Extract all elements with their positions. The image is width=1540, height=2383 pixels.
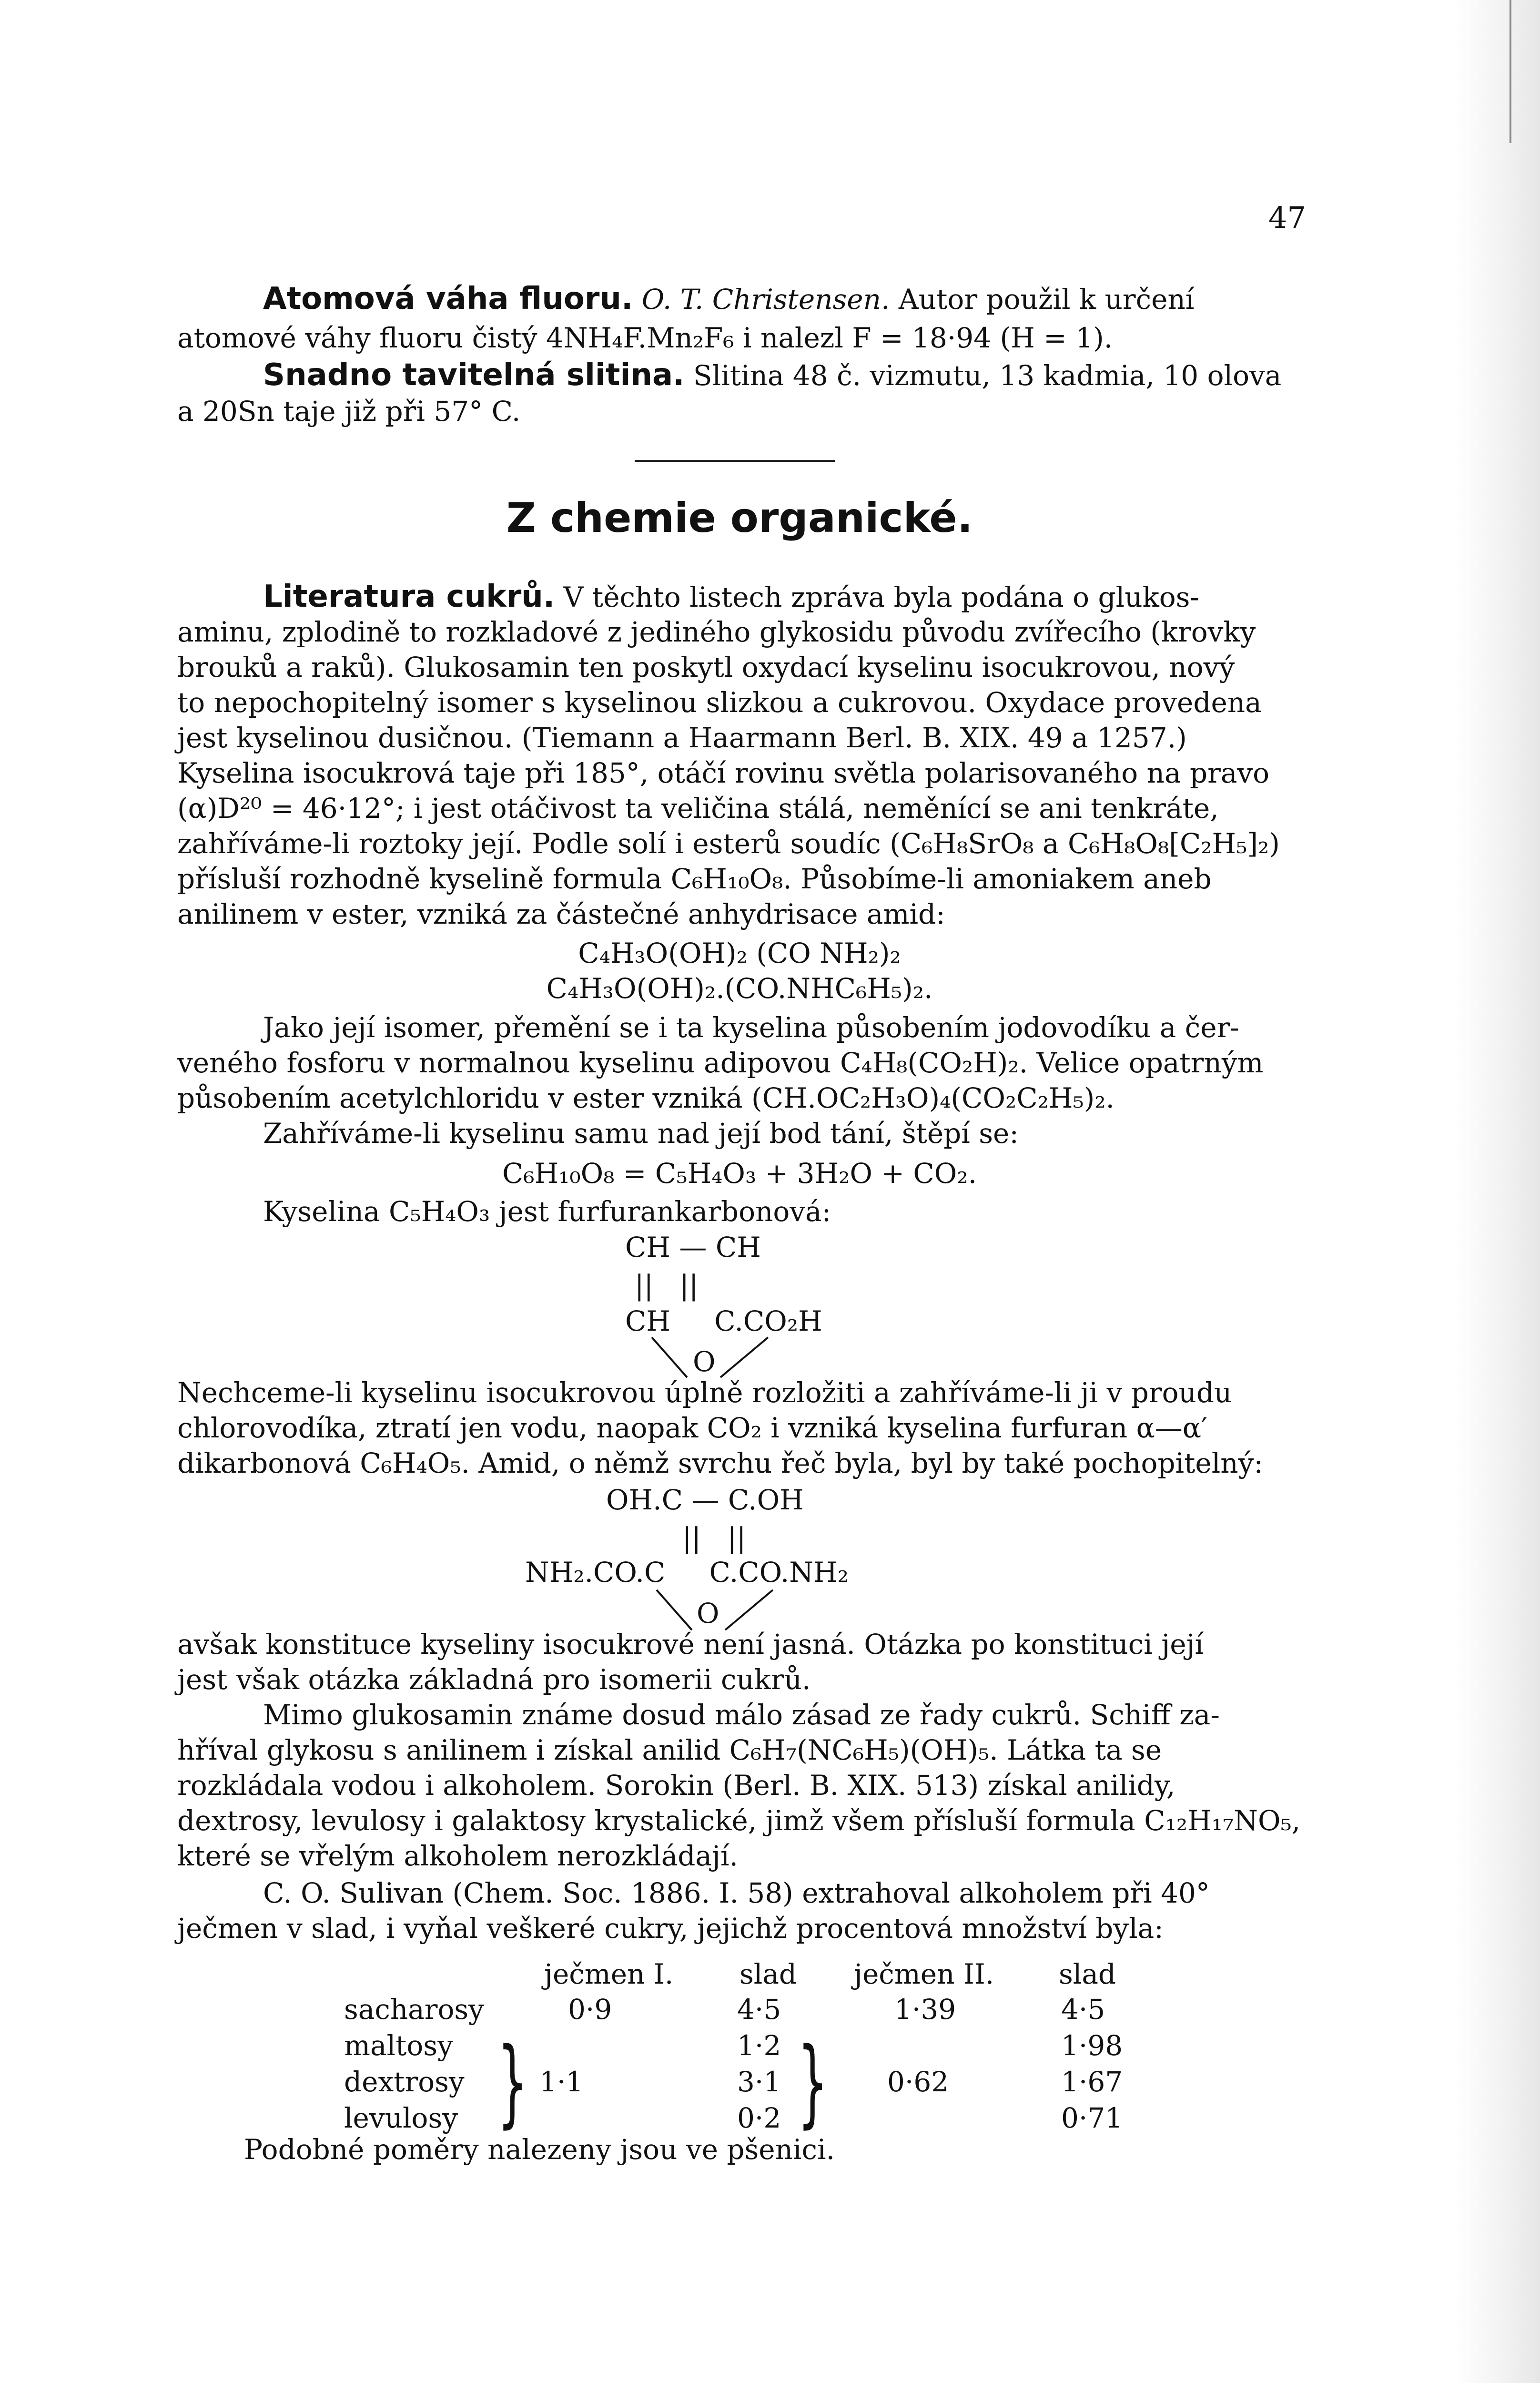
ring1-top: CH — CH [625, 1231, 761, 1263]
text4-line-8: ječmen v slad, i vyňal veškeré cukry, jejichž procentová množství byla: [177, 1912, 1164, 1945]
table-cell: 3·1 [737, 2066, 781, 2098]
furfuran-line: Kyselina C₅H₄O₃ jest furfurankarbonová: [263, 1195, 831, 1228]
table-header-jecmen1: ječmen I. [544, 1958, 674, 1990]
closing-line: Podobné poměry nalezeny jsou ve pšenici. [244, 2133, 835, 2166]
text4-line-5: dextrosy, levulosy i galaktosy krystalické, jimž všem přísluší formula C₁₂H₁₇NO₅, [177, 1804, 1301, 1837]
table-cell: 0·9 [568, 1993, 612, 2026]
slitina-line-a: Slitina 48 č. vizmutu, 13 kadmia, 10 olova [693, 359, 1282, 392]
literatura-text-0: V těchto listech zpráva byla podána o glukos- [563, 581, 1199, 613]
table-header-slad2: slad [1059, 1958, 1116, 1990]
text4-line-3: hříval glykosu s anilinem i získal anilid C₆H₇(NC₆H₅)(OH)₅. Látka ta se [177, 1734, 1162, 1766]
literatura-line-1: aminu, zplodině to rozkladové z jediného glykosidu původu zvířecího (krovky [177, 616, 1256, 648]
table-cell: 1·98 [1061, 2029, 1123, 2062]
page-number: 47 [1268, 200, 1306, 235]
table-row-name: maltosy [344, 2029, 453, 2062]
heading-literatura: Literatura cukrů. [263, 579, 555, 614]
literatura-line-0 [177, 579, 1302, 615]
fluor-line-a: Autor použil k určení [898, 283, 1195, 316]
amid-formula-2: C₄H₃O(OH)₂.(CO.NHC₆H₅)₂. [546, 972, 933, 1005]
table-cell: 0·71 [1061, 2102, 1123, 2134]
table-cell: 4·5 [1061, 1993, 1105, 2026]
text4-line-1: jest však otázka základná pro isomerii cukrů. [177, 1663, 811, 1696]
text4-line-7: C. O. Sulivan (Chem. Soc. 1886. I. 58) extrahoval alkoholem při 40° [263, 1877, 1210, 1909]
table-cell: 1·67 [1061, 2066, 1123, 2098]
brace-right: } [797, 2027, 828, 2138]
ring2-top: OH.C — C.OH [606, 1484, 804, 1516]
table-row-name: levulosy [344, 2102, 458, 2134]
table-row-name: sacharosy [344, 1993, 484, 2026]
fluor-line-b: atomové váhy fluoru čistý 4NH₄F.Mn₂F₆ i nalezl F = 18·94 (H = 1). [177, 322, 1113, 354]
divider [635, 460, 835, 462]
text4-line-6: které se vřelým alkoholem nerozkládají. [177, 1840, 738, 1872]
ring2-oxygen: O [697, 1597, 719, 1629]
decomposition-equation: C₆H₁₀O₈ = C₅H₄O₃ + 3H₂O + CO₂. [502, 1157, 977, 1190]
literatura-line-5: Kyselina isocukrová taje při 185°, otáčí rovinu světla polarisovaného na pravo [177, 757, 1270, 789]
literatura-line-8: přísluší rozhodně kyselině formula C₆H₁₀O₈. Působíme-li amoniakem aneb [177, 863, 1212, 895]
scan-edge [1454, 0, 1540, 2383]
text3-line-2: dikarbonová C₆H₄O₅. Amid, o němž svrchu řeč byla, byl by také pochopitelný: [177, 1447, 1263, 1479]
text3-line-0: Nechceme-li kyselinu isocukrovou úplně rozložiti a zahříváme-li ji v proudu [177, 1376, 1232, 1409]
ring2-bonds: || || [682, 1522, 746, 1554]
table-cell: 4·5 [737, 1993, 781, 2026]
text4-line-2: Mimo glukosamin známe dosud málo zásad ze řady cukrů. Schiff za- [263, 1699, 1220, 1731]
table-cell: 0·2 [737, 2102, 781, 2134]
table-header-jecmen2: ječmen II. [854, 1958, 994, 1990]
table-row-name: dextrosy [344, 2066, 465, 2098]
table-cell: 0·62 [887, 2066, 949, 2098]
scan-artifact [1510, 0, 1511, 143]
section-title: Z chemie organické. [506, 494, 973, 542]
heading-slitina: Snadno tavitelná slitina. [263, 357, 685, 393]
ring1-mid: CH C.CO₂H [625, 1305, 822, 1337]
text4-line-0: avšak konstituce kyseliny isocukrové není jasná. Otázka po konstituci její [177, 1628, 1204, 1660]
literatura-line-3: to nepochopitelný isomer s kyselinou slizkou a cukrovou. Oxydace provedena [177, 686, 1262, 719]
paragraph-slitina [177, 357, 1302, 393]
brace-left: } [497, 2027, 528, 2138]
heading-fluor: Atomová váha fluoru. [263, 281, 633, 316]
literatura-line-9: anilinem v ester, vzniká za částečné anhydrisace amid: [177, 898, 945, 930]
author-christensen: O. T. Christensen. [641, 283, 890, 316]
text2-line-1: veného fosforu v normalnou kyselinu adipovou C₄H₈(CO₂H)₂. Velice opatrným [177, 1047, 1264, 1079]
literatura-line-2: brouků a raků). Glukosamin ten poskytl oxydací kyselinu isocukrovou, nový [177, 651, 1235, 683]
table-header-slad1: slad [740, 1958, 797, 1990]
ring1-bonds: || || [635, 1269, 699, 1302]
table-cell: 1·1 [539, 2066, 584, 2098]
amid-formula-1: C₄H₃O(OH)₂ (CO NH₂)₂ [578, 937, 901, 969]
literatura-line-4: jest kyselinou dusičnou. (Tiemann a Haarmann Berl. B. XIX. 49 a 1257.) [177, 722, 1187, 754]
text2-line-3: Zahříváme-li kyselinu samu nad její bod tání, štěpí se: [263, 1117, 1019, 1150]
text2-line-0: Jako její isomer, přemění se i ta kyselina působením jodovodíku a čer- [263, 1011, 1239, 1044]
text2-line-2: působením acetylchloridu v ester vzniká (CH.OC₂H₃O)₄(CO₂C₂H₅)₂. [177, 1082, 1114, 1114]
table-cell: 1·39 [894, 1993, 956, 2026]
slitina-line-b: a 20Sn taje již při 57° C. [177, 395, 521, 428]
ring2-mid: NH₂.CO.C C.CO.NH₂ [525, 1556, 849, 1589]
literatura-line-6: (α)D²⁰ = 46·12°; i jest otáčivost ta veličina stálá, neměnící se ani tenkráte, [177, 792, 1219, 825]
text3-line-1: chlorovodíka, ztratí jen vodu, naopak CO₂ i vzniká kyselina furfuran α—α′ [177, 1412, 1208, 1444]
table-cell: 1·2 [737, 2029, 781, 2062]
paragraph-fluor [177, 281, 1302, 317]
ring1-oxygen: O [693, 1345, 716, 1378]
literatura-line-7: zahříváme-li roztoky její. Podle solí i esterů soudíc (C₆H₈SrO₈ a C₆H₈O₈[C₂H₅]₂) [177, 827, 1280, 860]
text4-line-4: rozkládala vodou i alkoholem. Sorokin (Berl. B. XIX. 513) získal anilidy, [177, 1769, 1175, 1802]
